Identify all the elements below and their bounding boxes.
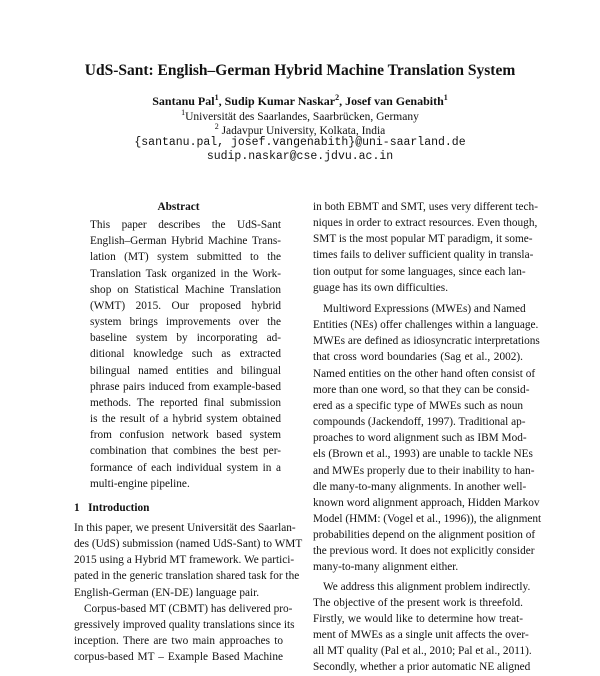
body-line: many-to-many alignment either. (313, 561, 459, 574)
affiliation-sup: 2 (214, 122, 219, 131)
intro-paragraph (74, 520, 303, 601)
body-line: MWEs are defined as idiosyncratic interpretations (313, 335, 540, 348)
body-line: more than one word, so that they can be consid- (313, 383, 530, 396)
abstract-line: baseline system by incorporating ad- (90, 332, 281, 345)
body-line: Corpus-based MT (CBMT) has delivered pro- (84, 602, 293, 615)
body-line: The objective of the present work is threefold. (313, 596, 523, 609)
body-line: ered as a specific type of MWEs such as noun (313, 399, 523, 412)
author-name: Santanu Pal (152, 94, 215, 108)
body-line: Secondly, whether a prior automatic NE aligned (313, 661, 531, 674)
body-line: In this paper, we present Universität des Saarlan- (74, 521, 296, 534)
abstract-line: bilingual named entities and bilingual (90, 364, 281, 377)
body-line: that cross word boundaries (Sag et al., 2002). (313, 351, 523, 364)
author-name: Sudip Kumar Naskar (224, 94, 336, 108)
body-line: 2015 using a Hybrid MT framework. We partici- (74, 554, 295, 567)
body-line: corpus-based MT – Example Based Machine (74, 651, 283, 664)
body-line: times fails to deliver sufficient quality in transla- (313, 249, 534, 262)
affiliation-sup: 1 (181, 108, 186, 117)
body-line: proaches to word alignment such as IBM Mod- (313, 432, 527, 445)
body-paragraph (313, 199, 538, 296)
abstract-line: Translation Task organized in the Work- (90, 267, 281, 280)
body-line: els (Brown et al., 1993) are unable to tackle NEs (313, 448, 533, 461)
abstract-line: lation (MT) system submitted to the (90, 251, 281, 264)
affiliation (0, 122, 600, 137)
abstract-line: ditional knowledge such as extracted (90, 348, 281, 361)
body-line: probabilities depend on the alignment position of (313, 529, 536, 542)
body-line: and MWEs properly due to their inability to han- (313, 464, 535, 477)
body-line: pated in the generic translation shared task for the (74, 570, 300, 583)
abstract-heading: Abstract (157, 201, 200, 213)
affiliation-text: Universität des Saarlandes, Saarbrücken, Germany (185, 110, 419, 123)
abstract-body (74, 217, 283, 492)
body-line: in both EBMT and SMT, uses very different tech- (313, 201, 538, 213)
body-line: the previous word. It does not explicitly consider (313, 545, 535, 558)
abstract-line: This paper describes the UdS-Sant (90, 219, 281, 232)
body-line: gressively improved quality translations since its (74, 618, 295, 631)
abstract-line: system brings improvements over the (90, 316, 281, 329)
author-sup: 1 (443, 93, 448, 102)
affiliation (0, 108, 600, 123)
body-line: inception. There are two main approaches to (74, 635, 283, 648)
author-sup: 2 (335, 93, 340, 102)
body-line: Model (HMM: (Vogel et al., 1996)), the alignment (313, 512, 542, 525)
abstract-line: formance of each individual system in a (90, 461, 281, 474)
intro-paragraph (74, 601, 295, 666)
abstract-line: English–German Hybrid Machine Trans- (90, 235, 281, 248)
abstract-line: from confusion network based system (90, 429, 281, 442)
body-line: Entities (NEs) offer challenges within a language. (313, 319, 539, 332)
author-line: Santanu Pal$^1$, Sudip Kumar Naskar$^2$, Josef van Genabith$^1$ (152, 93, 448, 108)
abstract-line: phrase pairs induced from example-based (90, 380, 281, 393)
abstract-line: (WMT) 2015. Our proposed hybrid (90, 299, 281, 312)
body-line: des (UdS) submission (named UdS-Sant) to WMT (74, 538, 303, 551)
body-line: dle many-to-many alignments. In another well- (313, 480, 527, 493)
author-sup: 1 (214, 93, 219, 102)
body-line: compounds (Jackendoff, 1997). Traditional ap- (313, 416, 526, 429)
abstract-line: combination that combines the best per- (90, 445, 281, 458)
body-line: SMT is the most popular MT paradigm, it some- (313, 233, 533, 246)
paper-title: UdS-Sant: English–German Hybrid Machine Translation System (84, 62, 516, 79)
body-paragraph (313, 579, 532, 676)
affiliation-text: Jadavpur University, Kolkata, India (221, 124, 386, 137)
body-line: niques in order to extract resources. Even though, (313, 217, 538, 230)
section-heading (74, 500, 283, 516)
section-number: 1 (74, 501, 80, 514)
body-line: known word alignment approach, Hidden Markov (313, 496, 540, 509)
body-paragraph (313, 301, 542, 576)
body-line: We address this alignment problem indirectly. (323, 580, 531, 593)
body-line: ment of MWEs as a single unit affects the over- (313, 629, 529, 642)
body-line: English-German (EN-DE) language pair. (74, 586, 260, 599)
body-line: Named entities on the other hand often consist of (313, 367, 536, 380)
abstract-line: methods. The reported final submission (90, 396, 281, 409)
abstract-line: multi-engine pipeline. (90, 477, 190, 490)
body-line: all MT quality (Pal et al., 2010; Pal et al., 2011). (313, 645, 532, 658)
section-title: Introduction (88, 501, 150, 514)
email-line: sudip.naskar@cse.jdvu.ac.in (206, 150, 394, 163)
body-line: tion output for some languages, since each lan- (313, 265, 526, 278)
abstract-line: shop on Statistical Machine Translation (90, 283, 281, 296)
abstract-line: is the result of a hybrid system obtained (90, 413, 281, 426)
body-line: Multiword Expressions (MWEs) and Named (323, 302, 526, 315)
author-name: Josef van Genabith (345, 94, 444, 108)
right-column (313, 199, 542, 676)
left-column (74, 199, 303, 665)
body-line: Firstly, we would like to determine how treat- (313, 612, 523, 625)
email-line: {santanu.pal, josef.vangenabith}@uni-saarland.de (134, 136, 466, 149)
body-line: guage has its own difficulties. (313, 281, 449, 294)
